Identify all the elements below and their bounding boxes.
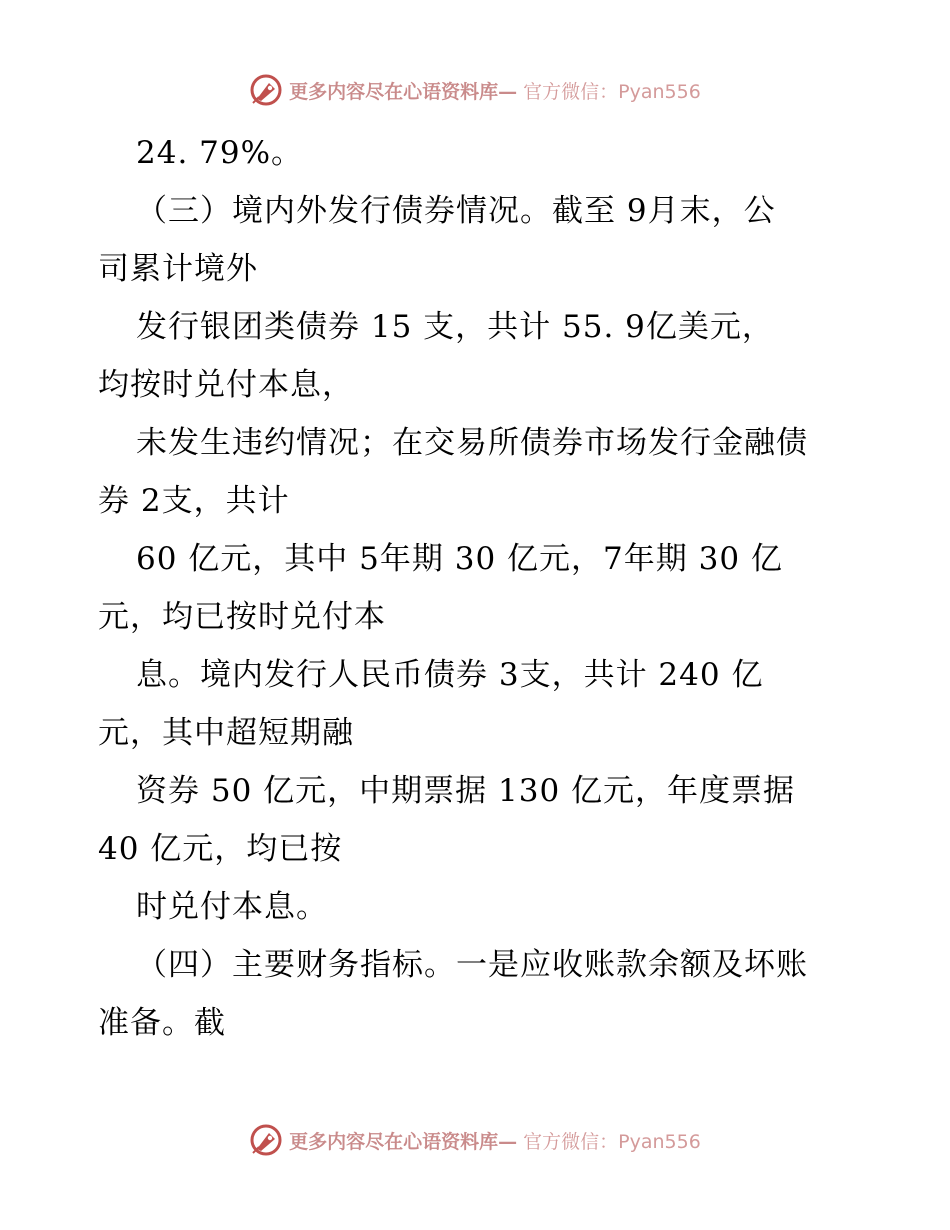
footer-watermark	[0, 1120, 950, 1160]
text-line: 均按时兑付本息，	[98, 367, 354, 403]
text-line: （三）境内外发行债券情况。截至 9月末，公	[136, 193, 776, 229]
text-line: 24. 79%。	[136, 135, 304, 171]
text-line: 司累计境外	[98, 251, 258, 287]
text-line: （四）主要财务指标。一是应收账款余额及坏账	[136, 947, 808, 983]
text-line: 准备。截	[98, 1005, 226, 1041]
text-line: 时兑付本息。	[136, 889, 328, 925]
text-line: 元，其中超短期融	[98, 715, 354, 751]
pen-nib-logo-icon	[249, 73, 283, 107]
watermark-wechat: 官方微信：Pyan556	[523, 1130, 701, 1153]
document-body	[98, 124, 858, 1052]
watermark-text: 更多内容尽在心语资料库—	[289, 1130, 518, 1153]
pen-nib-logo-icon	[249, 1123, 283, 1157]
header-watermark	[0, 70, 950, 110]
watermark-wechat: 官方微信：Pyan556	[523, 80, 701, 103]
text-line: 发行银团类债券 15 支，共计 55. 9亿美元，	[136, 309, 774, 345]
text-line: 息。境内发行人民币债券 3支，共计 240 亿	[136, 657, 764, 693]
text-line: 券 2支，共计	[98, 483, 290, 519]
text-line: 资券 50 亿元，中期票据 130 亿元，年度票据	[136, 773, 796, 809]
text-line: 元，均已按时兑付本	[98, 599, 386, 635]
text-line: 未发生违约情况；在交易所债券市场发行金融债	[136, 425, 808, 461]
text-line: 40 亿元，均已按	[98, 831, 343, 867]
text-line: 60 亿元，其中 5年期 30 亿元，7年期 30 亿	[136, 541, 783, 577]
watermark-text: 更多内容尽在心语资料库—	[289, 80, 518, 103]
